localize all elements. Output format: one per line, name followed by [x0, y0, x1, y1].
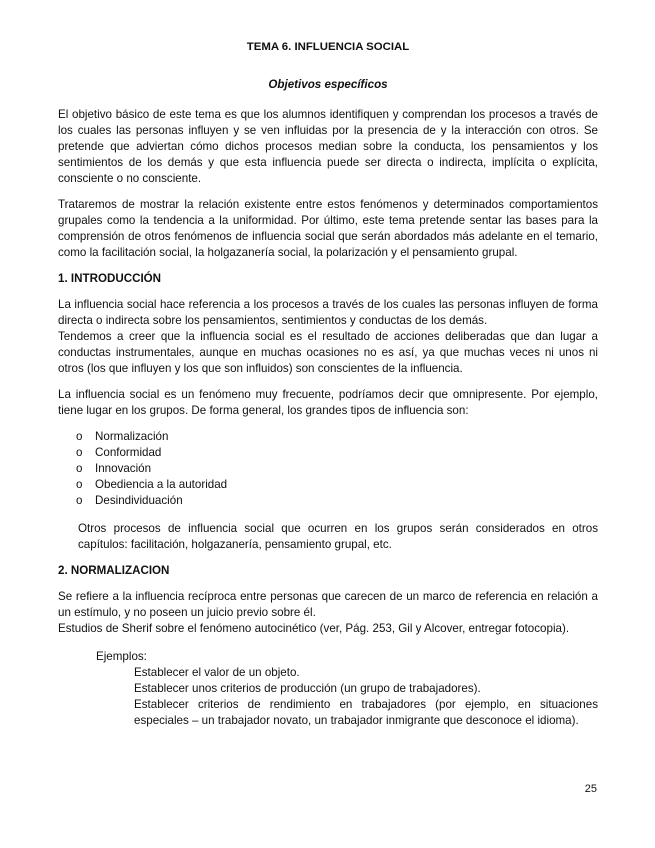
influence-types-list [58, 429, 598, 509]
section-1-heading: 1. INTRODUCCIÓN [58, 272, 162, 285]
list-item-label: Normalización [95, 430, 169, 443]
bullet-marker: o [76, 462, 83, 475]
list-item-label: Innovación [95, 462, 152, 475]
example-item: Establecer criterios de rendimiento en trabajadores (por ejemplo, en situaciones especiales – un trabajador novato, un trabajador inmigrante que desconoce el idioma). [134, 698, 598, 727]
list-item [76, 445, 598, 461]
bullet-marker: o [76, 446, 83, 459]
section-2-paragraph-1: Se refiere a la influencia recíproca entre personas que carecen de un marco de referencia en relación a un estímulo, y no poseen un juicio previo sobre él. [58, 590, 598, 619]
section-1-paragraph-3: Otros procesos de influencia social que ocurren en los grupos serán considerados en otros capítulos: facilitación, holgazanería, pensamiento grupal, etc. [78, 522, 598, 551]
objectives-paragraph-1: El objetivo básico de este tema es que los alumnos identifiquen y comprendan los procesos a través de los cuales las personas influyen y se ven influidas por la presencia de y la interacción con otros. Se pretende que adviertan cómo dichos procesos median sobre la conducta, los pensamientos y los sentimientos de los demás y que esta influencia puede ser directa o indirecta, implícita o explícita, consciente o no consciente. [58, 108, 598, 185]
example-item: Establecer el valor de un objeto. [134, 666, 300, 679]
objectives-subtitle: Objetivos específicos [268, 78, 388, 91]
list-item-label: Desindividuación [95, 494, 183, 507]
list-item [76, 493, 598, 509]
section-2-paragraph-2: Estudios de Sherif sobre el fenómeno autocinético (ver, Pág. 253, Gil y Alcover, entregar fotocopia). [58, 622, 570, 635]
list-item [76, 461, 598, 477]
section-2-heading: 2. NORMALIZACION [58, 564, 170, 577]
section-1-paragraph-2: La influencia social es un fenómeno muy frecuente, podríamos decir que omnipresente. Por ejemplo, tiene lugar en los grupos. De forma general, los grandes tipos de influencia son: [58, 388, 598, 417]
document-title: TEMA 6. INFLUENCIA SOCIAL [246, 41, 410, 53]
example-item: Establecer unos criterios de producción (un grupo de trabajadores). [134, 682, 481, 695]
page-number: 25 [584, 783, 597, 795]
section-1-paragraph-1a: La influencia social hace referencia a los procesos a través de los cuales las personas influyen de forma directa o indirecta sobre los pensamientos, sentimientos y conductas de los demás. [58, 298, 598, 327]
list-item [76, 429, 598, 445]
examples-label: Ejemplos: [96, 650, 147, 663]
bullet-marker: o [76, 478, 83, 491]
objectives-paragraph-2: Trataremos de mostrar la relación existente entre estos fenómenos y determinados comportamientos grupales como la tendencia a la uniformidad. Por último, este tema pretende sentar las bases para la comprensión de otros fenómenos de influencia social que serán abordados más adelante en el temario, como la facilitación social, la holgazanería social, la polarización y el pensamiento grupal. [58, 198, 598, 259]
list-item [76, 477, 598, 493]
bullet-marker: o [76, 494, 83, 507]
list-item-label: Obediencia a la autoridad [95, 478, 228, 491]
section-1-paragraph-1b: Tendemos a creer que la influencia social es el resultado de acciones deliberadas que dan lugar a conductas instrumentales, aunque en muchas ocasiones no es así, ya que muchas veces ni unos ni otros (los que influyen y los que son influidos) son conscientes de la influencia. [58, 330, 598, 375]
list-item-label: Conformidad [95, 446, 162, 459]
bullet-marker: o [76, 430, 83, 443]
examples-block [58, 649, 598, 729]
page-content [58, 39, 598, 729]
